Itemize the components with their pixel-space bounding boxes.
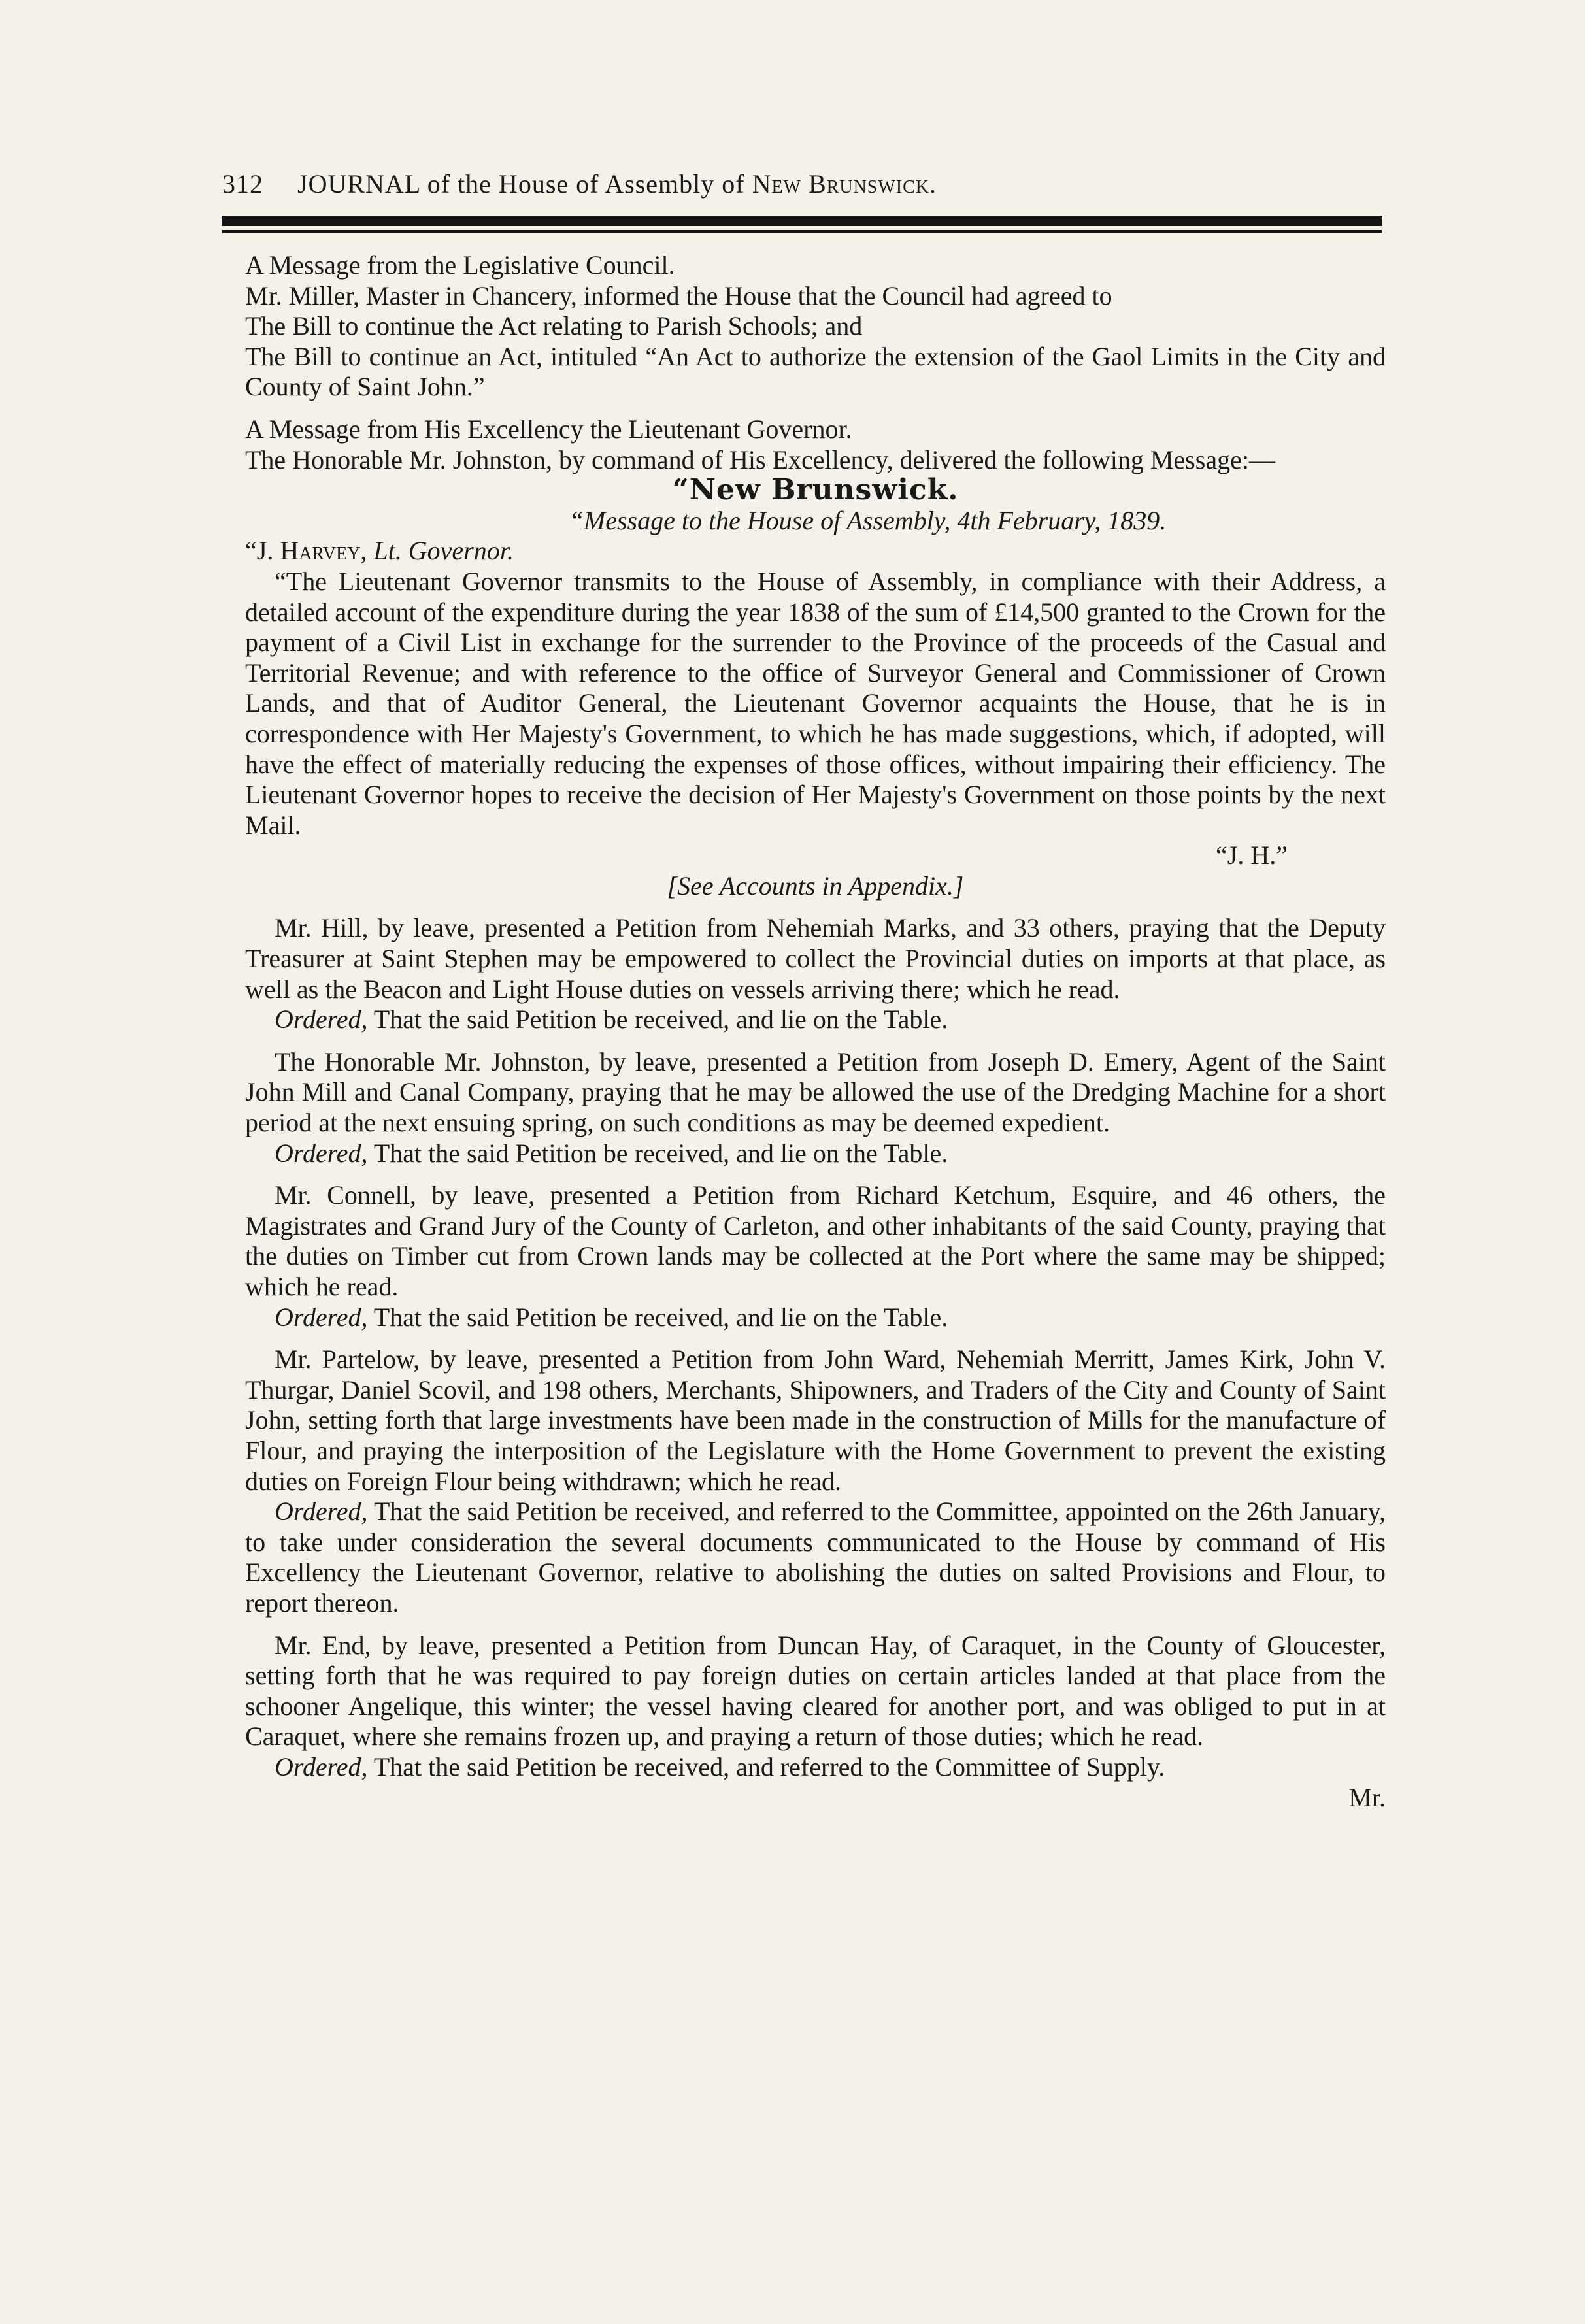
running-title-province: New Brunswick.	[752, 169, 937, 199]
message-signoff: “J. H.”	[1216, 840, 1288, 871]
ordered-label: Ordered,	[275, 1004, 368, 1035]
order-text: That the said Petition be received, and lie on the Table.	[373, 1302, 948, 1332]
paragraph-johnston-delivery: The Honorable Mr. Johnston, by command of His Excellency, delivered the following Message:—	[245, 444, 1275, 474]
ordered-label: Ordered,	[275, 1497, 368, 1527]
paragraph-partelow-petition: Mr. Partelow, by leave, presented a Petition from John Ward, Nehemiah Merritt, James Kirk, John V. Thurgar, Daniel Scovil, and 198 others, Merchants, Shipowners, and Traders of the City and County of Saint John, setting forth that large investments have been made in the construction of Mills for the manufacture of Flour, and praying the interposition of the Legislature with the Home Government to prevent the existing duties on Foreign Flour being withdrawn; which he read.	[245, 1344, 1386, 1496]
order-text: That the said Petition be received, and lie on the Table.	[373, 1004, 948, 1035]
running-title	[297, 169, 937, 199]
ordered-label: Ordered,	[275, 1302, 368, 1332]
order-text: That the said Petition be received, and referred to the Committee of Supply.	[373, 1751, 1165, 1782]
paragraph-council-message: A Message from the Legislative Council.	[245, 250, 675, 280]
appendix-reference: [See Accounts in Appendix.]	[667, 871, 964, 901]
paragraph-governor-message: A Message from His Excellency the Lieutenant Governor.	[245, 414, 852, 444]
ordered-label: Ordered,	[275, 1751, 368, 1782]
header-rule-thin	[222, 230, 1382, 233]
paragraph-johnston-petition: The Honorable Mr. Johnston, by leave, presented a Petition from Joseph D. Emery, Agent of the Saint John Mill and Canal Company, praying that he may be allowed the use of the Dredging Machine for a short period at the next ensuing spring, on such conditions as may be deemed expedient.	[245, 1046, 1386, 1138]
message-text: “The Lieutenant Governor transmits to the House of Assembly, in compliance with their Address, a detailed account of the expenditure during the year 1838 of the sum of £14,500 granted to the Crown for the payment of a Civil List in exchange for the surrender to the Province of the proceeds of the Casual and Territorial Revenue; and with reference to the office of Surveyor General and Commissioner of Crown Lands, and that of Auditor General, the Lieutenant Governor acquaints the House, that he is in correspondence with Her Majesty's Government, to which he has made suggestions, which, if adopted, will have the effect of materially reducing the expenses of those offices, without impairing their efficiency. The Lieutenant Governor hopes to receive the decision of Her Majesty's Government on those points by the next Mail.	[245, 566, 1386, 840]
paragraph-miller: Mr. Miller, Master in Chancery, informed the House that the Council had agreed to	[245, 280, 1112, 310]
paragraph-end-petition: Mr. End, by leave, presented a Petition from Duncan Hay, of Caraquet, in the County of Gloucester, setting forth that he was required to pay foreign duties on certain articles landed at that place from the schooner Angelique, this winter; the vessel having cleared for another port, and was obliged to put in at Caraquet, where she remains frozen up, and praying a return of those duties; which he read.	[245, 1630, 1386, 1751]
order-text: That the said Petition be received, and referred to the Committee, appointed on the 26th January, to take under consideration the several documents communicated to the House by command of His Excellency the Lieutenant Governor, relative to abolishing the duties on salted Provisions and Flour, to report thereon.	[245, 1497, 1386, 1618]
order-hill-petition	[245, 1004, 1386, 1035]
order-end-petition	[245, 1752, 1386, 1783]
paragraph-connell-petition: Mr. Connell, by leave, presented a Petition from Richard Ketchum, Esquire, and 46 others, the Magistrates and Grand Jury of the County of Carleton, and other inhabitants of the said County, praying that the duties on Timber cut from Crown lands may be collected at the Port where the same may be shipped; which he read.	[245, 1180, 1386, 1301]
order-partelow-petition	[245, 1497, 1386, 1618]
ordered-label: Ordered,	[275, 1138, 368, 1168]
paragraph-bill-gaol-limits: The Bill to continue an Act, intituled “An Act to authorize the extension of the Gaol Limits in the City and County of Saint John.”	[245, 341, 1386, 402]
page-number: 312	[222, 169, 263, 199]
running-header	[222, 169, 1382, 214]
blackletter-heading: “New Brunswick.	[672, 473, 959, 507]
paragraph-bill-parish-schools: The Bill to continue the Act relating to Parish Schools; and	[245, 311, 863, 341]
journal-body	[245, 250, 1386, 1813]
header-rule-thick	[222, 216, 1382, 226]
signature-title: Lt. Governor.	[373, 536, 514, 566]
catchword: Mr.	[1348, 1782, 1386, 1812]
running-title-text: JOURNAL of the House of Assembly of	[297, 169, 745, 199]
order-connell-petition	[245, 1303, 1386, 1333]
order-johnston-petition	[245, 1138, 1386, 1169]
signature-initial: “J.	[245, 536, 274, 566]
signature-surname: Harvey,	[280, 536, 367, 566]
paragraph-hill-petition: Mr. Hill, by leave, presented a Petition from Nehemiah Marks, and 33 others, praying that the Deputy Treasurer at Saint Stephen may be empowered to collect the Provincial duties on imports at that place, as well as the Beacon and Light House duties on vessels arriving there; which he read.	[245, 913, 1386, 1004]
governor-signature	[245, 536, 1386, 567]
order-text: That the said Petition be received, and lie on the Table.	[373, 1138, 948, 1168]
message-dateline: “Message to the House of Assembly, 4th February, 1839.	[569, 505, 1167, 535]
